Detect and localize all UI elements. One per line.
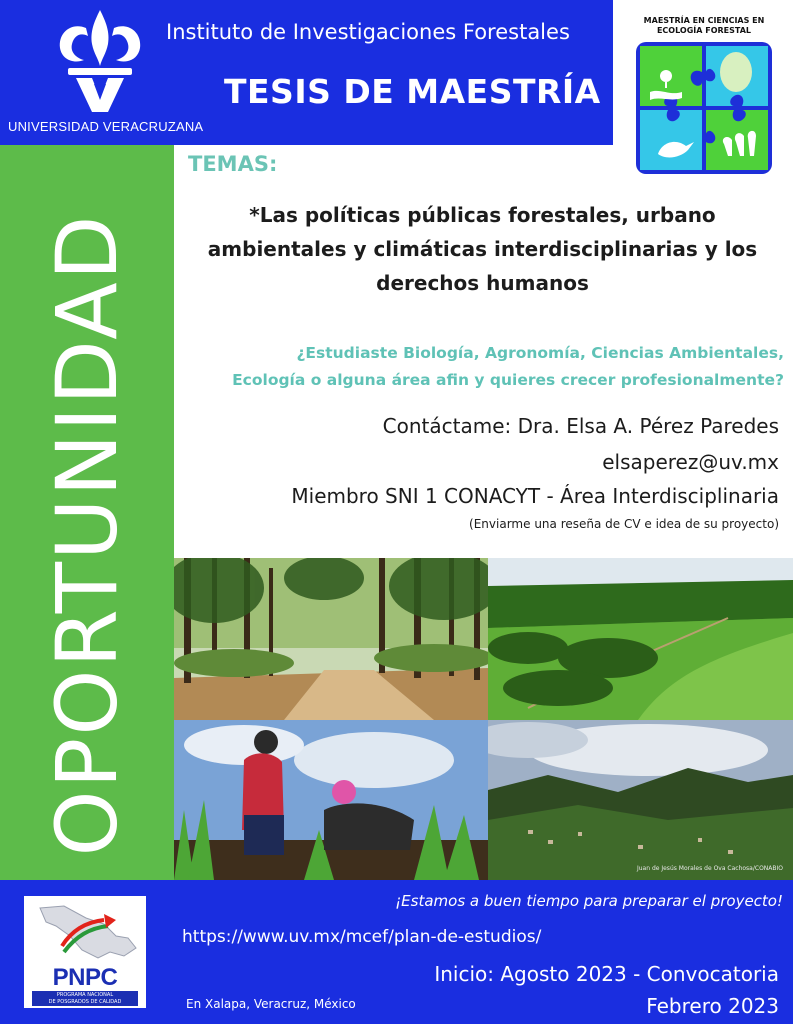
institute-name: Instituto de Investigaciones Forestales (166, 20, 570, 44)
side-banner-text: OPORTUNIDAD (38, 213, 136, 857)
header-banner (0, 0, 613, 145)
contact-name: Contáctame: Dra. Elsa A. Pérez Paredes (382, 414, 779, 438)
contact-membership: Miembro SNI 1 CONACYT - Área Interdisciplinaria (291, 484, 779, 508)
photo-credit: Juan de Jesús Morales de Ova Cachosa/CONABIO (636, 865, 783, 872)
program-url-link[interactable]: https://www.uv.mx/mcef/plan-de-estudios/ (182, 927, 542, 947)
program-logo (628, 10, 780, 180)
puzzle-icon (636, 42, 772, 174)
program-logo-title: MAESTRÍA EN CIENCIAS EN ECOLOGÍA FORESTAL (643, 16, 765, 35)
mountain-village-photo (488, 720, 793, 880)
planting-children-photo (174, 720, 488, 880)
call-date-text: Febrero 2023 (646, 994, 779, 1018)
contact-note: (Enviarme una reseña de CV e idea de su proyecto) (469, 517, 779, 531)
page-title: TESIS DE MAESTRÍA (224, 72, 601, 111)
audience-question: ¿Estudiaste Biología, Agronomía, Ciencias Ambientales, Ecología o alguna área afin y quieres crecer profesionalmente? (232, 344, 784, 389)
forest-road-photo (174, 558, 488, 720)
contact-email[interactable]: elsaperez@uv.mx (602, 450, 779, 474)
pnpc-acronym: PNPC (52, 964, 118, 991)
footer-slogan: ¡Estamos a buen tiempo para preparar el proyecto! (395, 892, 783, 910)
location-text: En Xalapa, Veracruz, México (186, 997, 356, 1011)
university-emblem-icon (50, 6, 150, 114)
topics-heading: TEMAS: (188, 152, 278, 176)
start-date-text: Inicio: Agosto 2023 - Convocatoria (434, 962, 779, 986)
green-hills-photo (488, 558, 793, 720)
side-banner (0, 145, 174, 880)
footer-banner (0, 880, 793, 1024)
pnpc-logo (24, 896, 146, 1008)
pnpc-subtitle: PROGRAMA NACIONAL DE POSGRADOS DE CALIDAD (32, 991, 138, 1006)
topic-text: *Las políticas públicas forestales, urbano ambientales y climáticas interdisciplinarias y los derechos humanos (207, 203, 758, 295)
mexico-map-icon (24, 896, 146, 966)
university-name: UNIVERSIDAD VERACRUZANA (8, 119, 204, 134)
